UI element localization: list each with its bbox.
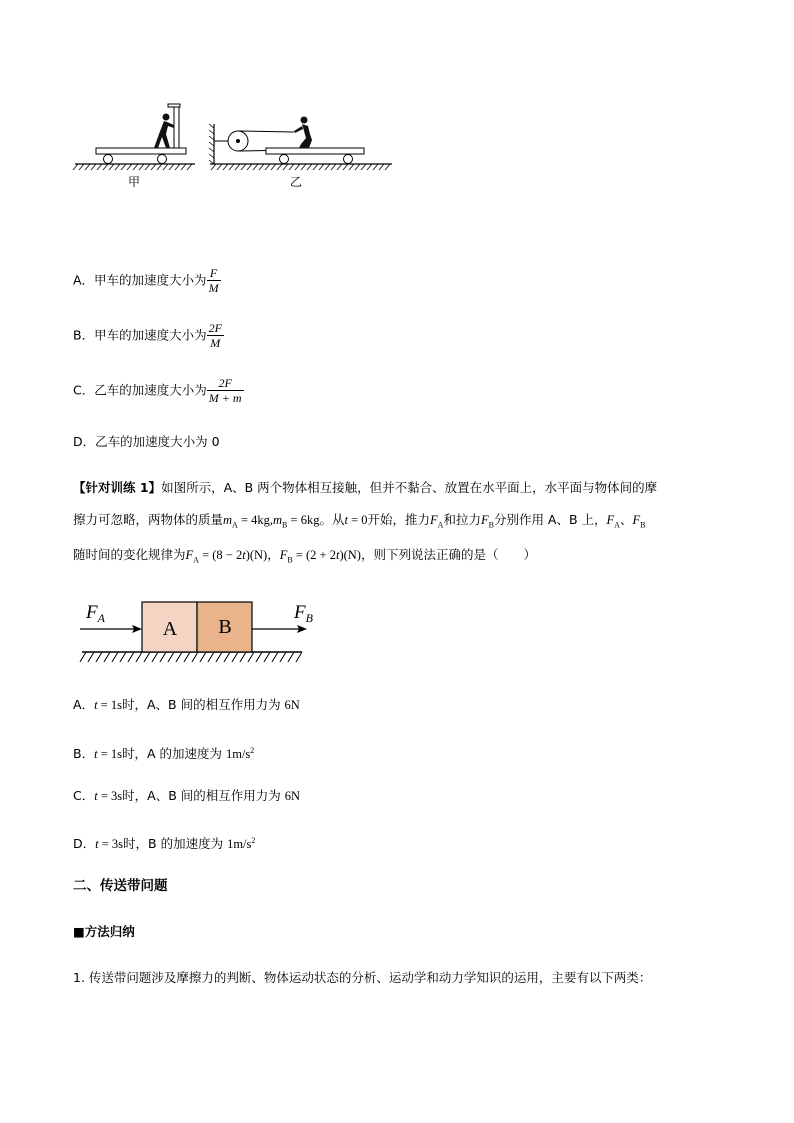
- text-span: 分别作用 A、B 上，: [493, 512, 607, 527]
- block-B-label: B: [218, 616, 232, 638]
- subscript: A: [614, 520, 620, 530]
- symbol-F: F: [279, 548, 288, 562]
- option-2A: [73, 697, 300, 713]
- math-span: 6N: [284, 789, 300, 803]
- text-span: 开始，推力: [367, 512, 431, 527]
- subscript: B: [282, 520, 288, 530]
- math-span: = 1s: [97, 747, 122, 762]
- option-letter: C．: [73, 788, 95, 803]
- symbol-F: F: [185, 548, 194, 562]
- text-span: 时，A、B 间的相互作用力为: [121, 697, 285, 712]
- option-letter: B．: [73, 746, 95, 762]
- symbol-F: F: [430, 513, 438, 527]
- paragraph-1: 1. 传送带问题涉及摩擦力的判断、物体运动状态的分析、运动学和动力学知识的运用，主要有以下两类：: [73, 970, 652, 985]
- svg-text:FA: [85, 602, 106, 625]
- fraction-2F-over-Mm: [207, 376, 244, 405]
- training-line-3: [73, 547, 536, 569]
- training-text-1: 如图所示，A、B 两个物体相互接触，但并不黏合、放置在水平面上，水平面与物体间的摩: [161, 480, 658, 495]
- subscript: A: [193, 555, 199, 565]
- math-span: = (2 + 2: [292, 548, 336, 562]
- math-span: = 6kg: [287, 513, 320, 527]
- symbol-t: t: [344, 513, 348, 527]
- superscript: 2: [250, 746, 255, 755]
- text-span: 、: [619, 512, 633, 527]
- math-span: 1m/s: [227, 837, 252, 852]
- math-span: = 1s: [97, 698, 122, 712]
- option-1C-text: C．乙车的加速度大小为: [73, 382, 207, 398]
- jia-diagram: [73, 104, 195, 170]
- text-span: 擦力可忽略，两物体的质量: [73, 512, 224, 527]
- figure-label-yi: 乙: [290, 175, 303, 189]
- FB-subscript: B: [305, 611, 313, 625]
- option-2C: [73, 788, 300, 804]
- FA-label: F: [86, 602, 98, 623]
- math-span: 6N: [284, 698, 300, 712]
- option-1A: [73, 266, 221, 295]
- symbol-F: F: [632, 513, 641, 527]
- superscript: 2: [251, 836, 256, 845]
- option-1A-text: A．甲车的加速度大小为: [73, 272, 207, 288]
- fraction-2F-over-M: [207, 321, 224, 350]
- text-span: 。从: [319, 512, 345, 527]
- math-span: 1m/s: [225, 747, 251, 762]
- option-1D: D．乙车的加速度大小为 0: [73, 434, 220, 449]
- subscript: A: [437, 520, 444, 530]
- math-span: = 3s: [98, 837, 124, 852]
- text-span: 随时间的变化规律为: [73, 547, 186, 562]
- text-span: 时，B 的加速度为: [123, 836, 228, 852]
- math-span: = (8 − 2: [198, 548, 243, 562]
- math-span: = 4kg,: [237, 513, 274, 527]
- option-2D: [73, 833, 255, 852]
- symbol-t: t: [242, 548, 246, 562]
- text-span: ，则下列说法正确的是（ ）: [360, 547, 536, 562]
- math-span: = 3s: [97, 789, 123, 803]
- block-A-label: A: [162, 618, 178, 640]
- subscript: B: [640, 520, 646, 530]
- option-letter: D．: [73, 836, 96, 852]
- fraction-numerator: 2F: [208, 321, 222, 335]
- subscript: B: [287, 555, 293, 565]
- subscript: B: [488, 520, 494, 530]
- training-line-1: [73, 480, 657, 496]
- option-2B: [73, 743, 254, 762]
- fraction-denominator: M: [208, 281, 219, 295]
- FB-label: F: [294, 602, 306, 623]
- symbol-t: t: [94, 747, 98, 762]
- option-1B: [73, 321, 224, 350]
- svg-text:FB: [293, 602, 314, 625]
- symbol-m: m: [223, 513, 233, 527]
- fraction-denominator: M + m: [208, 391, 242, 405]
- symbol-F: F: [606, 513, 615, 527]
- yi-diagram: [209, 117, 392, 171]
- FA-subscript: A: [97, 611, 105, 625]
- symbol-t: t: [95, 837, 99, 852]
- section-2-title: 二、传送带问题: [73, 878, 168, 894]
- fraction-denominator: M: [210, 336, 221, 350]
- fraction-numerator: 2F: [207, 376, 244, 391]
- symbol-F: F: [480, 513, 489, 527]
- figure-cart-diagrams: [70, 98, 400, 193]
- symbol-t: t: [94, 789, 98, 803]
- symbol-t: t: [94, 698, 98, 712]
- training-heading: 【针对训练 1】: [73, 480, 162, 495]
- symbol-m: m: [273, 513, 283, 527]
- figure-blocks-AB: [76, 596, 313, 668]
- fraction-F-over-M: [207, 266, 221, 295]
- math-span: = 0: [347, 513, 368, 527]
- option-1C: [73, 376, 244, 405]
- option-1B-text: B．甲车的加速度大小为: [73, 327, 207, 343]
- subscript: A: [232, 520, 238, 530]
- fraction-numerator: F: [207, 266, 221, 281]
- symbol-t: t: [335, 548, 340, 562]
- method-summary-heading: ■方法归纳: [73, 924, 135, 939]
- training-line-2: [73, 512, 645, 534]
- math-span: )(N): [339, 548, 361, 562]
- figure-label-jia: 甲: [128, 175, 141, 189]
- text-span: 时，A、B 间的相互作用力为: [122, 788, 285, 803]
- option-letter: A．: [73, 697, 95, 712]
- text-span: ，: [267, 547, 280, 562]
- text-span: 时，A 的加速度为: [121, 746, 226, 762]
- text-span: 和拉力: [443, 512, 481, 527]
- math-span: )(N): [245, 548, 268, 562]
